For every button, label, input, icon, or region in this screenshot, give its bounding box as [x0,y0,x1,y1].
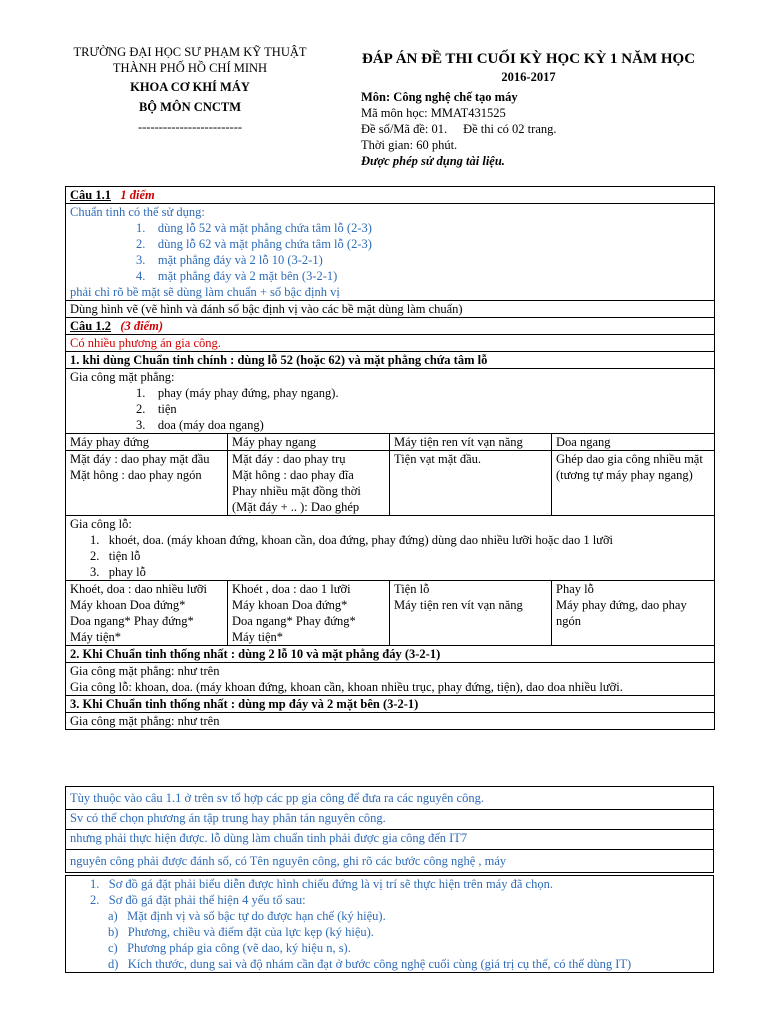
machine-header: Máy phay đứng [66,434,228,451]
subject-code: Mã môn học: MMAT431525 [361,106,506,121]
machine-cell: Tiện vạt mặt đầu. [390,451,552,516]
exam-title: ĐÁP ÁN ĐỀ THI CUỐI KỲ HỌC KỲ 1 NĂM HỌC [361,51,696,67]
scheme-subitem: a) Mặt định vị và số bậc tự do được hạn chế (ký hiệu). [108,909,386,923]
flat-machining [66,369,715,434]
machine-cell: Mặt đáy : dao phay trụ Mặt hông : dao phay đĩa Phay nhiều mặt đồng thời (Mặt đáy + .. ): Dao ghép [228,451,390,516]
notes-table [65,786,714,873]
header-divider: ------------------------- [137,119,243,134]
exam-year: 2016-2017 [501,70,556,85]
q12-label: Câu 1.2 [70,319,111,333]
section2-body [66,663,715,696]
q11-item: 2. dùng lỗ 62 và mặt phẳng chứa tâm lỗ (2-3) [136,237,372,251]
section1-title: 1. khi dùng Chuẩn tinh chính : dùng lỗ 52 (hoặc 62) và mặt phẳng chứa tâm lỗ [66,352,715,369]
note-row: nguyên công phải được đánh số, có Tên nguyên công, ghi rõ các bước công nghệ , máy [66,850,714,873]
machine-cell: Ghép dao gia công nhiều mặt (tương tự máy phay ngang) [552,451,715,516]
university-name: TRƯỜNG ĐẠI HỌC SƯ PHẠM KỸ THUẬT [73,45,307,59]
answer-table [65,186,715,730]
hole-cell: Khoét, doa : dao nhiều lưỡi Máy khoan Doa đứng* Doa ngang* Phay đứng* Máy tiện* [66,581,228,646]
machine-cell: Mặt đáy : dao phay mặt đầu Mặt hông : dao phay ngón [66,451,228,516]
q12-header [66,318,715,335]
scheme-body [66,876,714,973]
section2-title: 2. Khi Chuẩn tinh thống nhất : dùng 2 lỗ 10 và mặt phẳng đáy (3-2-1) [66,646,715,663]
hole-item: 1. khoét, doa. (máy khoan đứng, khoan cần, doa đứng, phay đứng) dùng dao nhiều lưỡi hoặc dao 1 lưỡi [90,533,614,547]
scheme-subitem: c) Phương pháp gia công (vẽ dao, ký hiệu n, s). [108,941,351,955]
q11-item: 1. dùng lỗ 52 và mặt phẳng chứa tâm lỗ (2-3) [136,221,372,235]
scheme-subitem: d) Kích thước, dung sai và độ nhám cần đạt ở bước công nghệ cuối cùng (giá trị cụ thể, có thể dùng IT) [108,957,632,971]
q12-points: (3 điểm) [120,319,164,333]
department-name: BỘ MÔN CNCTM [138,99,242,114]
subject-name: Môn: Công nghệ chế tạo máy [361,90,518,105]
scheme-subitem: b) Phương, chiều và điểm đặt của lực kẹp (ký hiệu). [108,925,374,939]
machine-header: Doa ngang [552,434,715,451]
section2-hole: Gia công lỗ: khoan, doa. (máy khoan đứng, khoan cần, khoan nhiều trục, phay đứng, tiện), dao doa nhiều lưỡi. [70,680,623,694]
scheme-item: 1. Sơ đồ gá đặt phải biểu diễn được hình chiếu đứng là vị trí sẽ thực hiện trên máy đã chọn. [90,877,553,891]
q12-intro: Có nhiều phương án gia công. [66,335,715,352]
q11-note: phải chỉ rõ bề mặt sẽ dùng làm chuẩn + số bậc định vị [70,285,340,299]
note-row: Sv có thể chọn phương án tập trung hay phân tán nguyên công. [66,810,714,830]
q11-points: 1 điểm [120,188,155,202]
flat-intro: Gia công mặt phẳng: [70,370,175,384]
hole-machining [66,516,715,581]
faculty-name: KHOA CƠ KHÍ MÁY [130,80,250,95]
flat-item: 1. phay (máy phay đứng, phay ngang). [136,386,339,400]
machine-header: Máy phay ngang [228,434,390,451]
flat-item: 3. doa (máy doa ngang) [136,418,264,432]
flat-item: 2. tiện [136,402,177,416]
docs-allowed: Được phép sử dụng tài liệu. [361,154,505,169]
scheme-table [65,875,714,973]
section3-flat: Gia công mặt phẳng: như trên [66,713,715,730]
q11-label: Câu 1.1 [70,188,111,202]
hole-intro: Gia công lỗ: [70,517,132,531]
exam-time: Thời gian: 60 phút. [361,138,458,153]
hole-cell: Phay lỗ Máy phay đứng, dao phay ngón [552,581,715,646]
hole-cell: Tiện lỗ Máy tiện ren vít vạn năng [390,581,552,646]
hole-cell: Khoét , doa : dao 1 lưỡi Máy khoan Doa đứng* Doa ngang* Phay đứng* Máy tiện* [228,581,390,646]
section3-title: 3. Khi Chuẩn tinh thống nhất : dùng mp đáy và 2 mặt bên (3-2-1) [66,696,715,713]
hole-item: 3. phay lỗ [90,565,146,579]
exam-number: Đề số/Mã đề: 01. [361,122,448,137]
scheme-item: 2. Sơ đồ gá đặt phải thể hiện 4 yếu tố sau: [90,893,306,907]
q11-header [66,187,715,204]
q11-body [66,204,715,301]
city-name: THÀNH PHỐ HỒ CHÍ MINH [112,60,268,75]
institution-header [40,45,340,135]
note-row: Tùy thuộc vào câu 1.1 ở trên sv tổ hợp các pp gia công để đưa ra các nguyên công. [66,787,714,810]
exam-header [361,50,741,169]
note-row: nhưng phải thực hiện được. lỗ dùng làm chuẩn tinh phải được gia công đến IT7 [66,830,714,850]
exam-number-line [361,121,741,137]
section2-flat: Gia công mặt phẳng: như trên [70,664,220,678]
page-count: Đề thi có 02 trang. [463,122,557,137]
q11-item: 3. mặt phẳng đáy và 2 lỗ 10 (3-2-1) [136,253,323,267]
q11-item: 4. mặt phẳng đáy và 2 mặt bên (3-2-1) [136,269,338,283]
machine-header: Máy tiện ren vít vạn năng [390,434,552,451]
q11-draw: Dùng hình vẽ (vẽ hình và đánh số bậc định vị vào các bề mặt dùng làm chuẩn) [66,301,715,318]
hole-item: 2. tiện lỗ [90,549,141,563]
q11-intro: Chuẩn tinh có thể sử dụng: [70,205,205,219]
